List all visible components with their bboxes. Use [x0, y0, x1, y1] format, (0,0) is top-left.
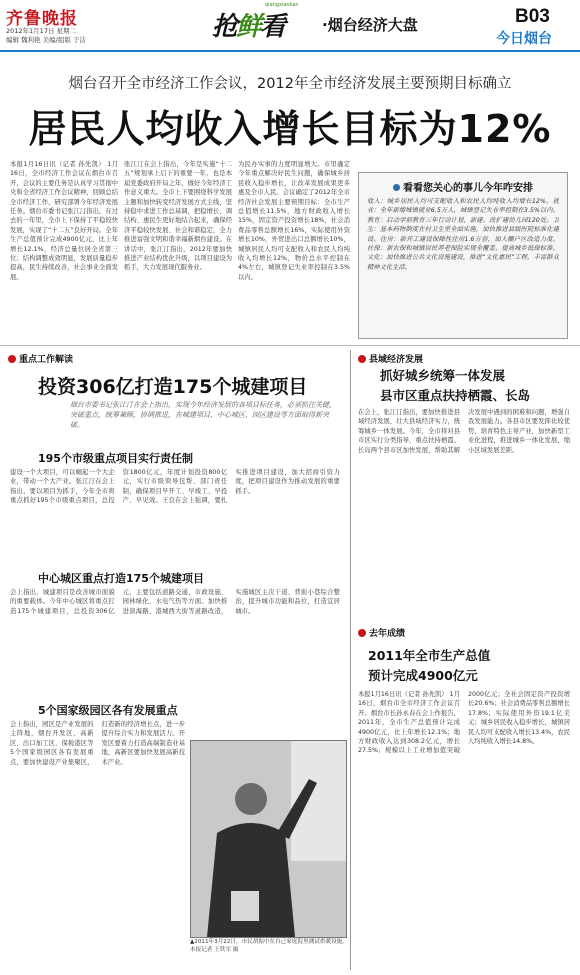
invest-body-1: 建设一个大项目，可以崛起一个大企业，带动一个大产业。张江汀在会上指出，要以项目为抓手，今年全市将重点抓好195个市级重点项目，总投资1800亿元，年度计划投资800亿元，实行市级领导包帮、部门责任制，确保项目早开工、早竣工、早投产、早见效。王良在会上强调，要扎实推进项目建设，加大招商引资力度，把项目建设作为推动发展的重要抓手。	[10, 469, 340, 505]
brand-char-1: 抢	[212, 12, 237, 42]
county-headline-2: 县市区重点扶持栖霞、长岛	[380, 388, 531, 403]
invest-subhead-3: 5个国家级园区各有发展重点	[38, 704, 178, 717]
brand-pinyin: qiangxiankan	[265, 2, 299, 8]
section-label-county	[358, 352, 423, 365]
invest-headline: 投资306亿打造175个城建项目	[38, 376, 308, 398]
photo-illustration	[191, 741, 346, 937]
bullet-icon	[8, 355, 16, 363]
section-label-county-text: 县域经济发展	[369, 355, 424, 365]
sidebar-box-items: 收入：城乡居民人均可支配收入和农民人均纯收入均增长12%。就业：全年新增城镇就业6.5万人，城镇登记失业率控制在3.5%以内。教育：启动学前教育三年行动计划，新建、改扩建幼儿园120处。卫生：基本药物制度在村卫生室全面实施，加快推进县级医院标准化建设。住房：新开工建设保障性住房1.6万套，加大棚户区改造力度。社保：新农保和城镇居民养老保险实现全覆盖，提高城乡低保标准。文化：加快推进公共文化设施建设，推进“文化惠民”工程，丰富群众精神文化生活。	[367, 198, 559, 271]
county-headline-1: 抓好城乡统筹一体发展	[380, 368, 506, 383]
review-body: 本报1月16日讯（记者 孙先凯） 1月16日，烟台市全市经济工作会议召开。烟台市长孙永春在会上作报告，2011年，全市生产总值预计完成4900亿元，比上年增长12.1%；地方财政收入达到308.2亿元，增长27.5%；规模以上工业增加值突破2000亿元；全社会固定资产投资增长20.6%；社会消费品零售总额增长17.8%；实际使用外资19.1亿美元；城乡居民收入稳步增长，城镇居民人均可支配收入增长13.4%，农民人均纯收入增长14.8%。	[358, 691, 570, 755]
section-label-review	[358, 626, 405, 639]
lead-body-col1: 本报1月16日讯（记者 孙先凯） 1月16日，全市经济工作会议在烟台市召开，会议的主要任务是认真学习贯彻中央和全省经济工作会议精神，回顾总结全市经济工作，研究部署今年经济发展任务。烟台市委书记张江汀指出，在过去的一年里，全市上下保持了平稳较快发展，实现了“十二五”良好开局。全年生产总值预计完成4900亿元，比上年增长12.1%，经济总量位居全省第三位；结构调整成效明显，发展质量稳步提高，民生持续改善，社会事业全面发展。	[10, 161, 118, 281]
page-number: B03	[515, 6, 550, 27]
section-label-review-text: 去年成绩	[369, 629, 406, 639]
news-photo	[190, 740, 347, 938]
brand-char-3: 看	[260, 12, 285, 42]
newspaper-logo: 齐鲁晚报	[6, 9, 78, 29]
lead-body-col3: 为民办实事的力度明显增大。市里确定今年重点解决好民生问题，确保城乡居民收入稳步增长，让改革发展成果更多惠及全市人民。会议确定了2012年全市经济社会发展主要预期目标：全市生产总值增长11.5%，地方财政收入增长15%，固定资产投资增长18%，社会消费品零售总额增长16%，实际使用外资增长10%，外贸进出口总额增长10%，城镇居民人均可支配收入和农民人均纯收入均增长12%，物价总水平控制在4%左右，城镇登记失业率控制在3.5%以内。	[238, 161, 350, 281]
editor-line	[6, 36, 86, 45]
brand-char-2: 鲜	[236, 12, 261, 42]
invest-subhead-2: 中心城区重点打造175个城建项目	[38, 572, 204, 585]
page-section-name: 今日烟台	[496, 31, 552, 47]
designer-credit: 美编/组版 于洁	[42, 36, 86, 44]
invest-subhead-1: 195个市级重点项目实行责任制	[38, 452, 193, 465]
review-headline-1: 2011年全市生产总值	[368, 648, 491, 663]
section-label-key-work	[8, 352, 73, 365]
county-body: 在会上，张江汀指出，要加快推进县域经济发展，壮大县域经济实力，统筹城乡一体发展。今年，全市将对县市区实行分类指导，重点扶持栖霞、长岛两个县市区加快发展，帮助其解决发展中遇到的困难和问题，增强自我发展能力。各县市区要发挥比较优势，培育特色主导产业，加快新型工业化进程，推进城乡一体化发展，缩小区域发展差距。	[358, 409, 570, 454]
masthead-rule	[0, 50, 580, 52]
lead-body-col2: 张江汀在会上指出，今年是实施“十二五”规划承上启下的重要一年，也是本届党委政府开局之年，做好今年经济工作意义重大。全市上下要围绕科学发展主题和加快转变经济发展方式主线，坚持稳中求进工作总基调，把稳增长、调结构、惠民生更好地结合起来，确保经济平稳较快发展、社会和谐稳定，全力推进富强文明和谐幸福新烟台建设。在讲话中，张江汀指出，2012年要加快推进产业结构优化升级，以项目建设为抓手，大力发展现代服务业。	[124, 161, 232, 272]
sidebar-box-title: 看看您关心的事儿今年咋安排	[359, 179, 567, 194]
bullet-icon	[358, 629, 366, 637]
lead-kicker: 烟台召开全市经济工作会议，2012年全市经济发展主要预期目标确立	[68, 76, 512, 92]
sidebar-box	[358, 172, 568, 339]
lead-headline: 居民人均收入增长目标为12%	[28, 107, 552, 151]
invest-lead: 烟台市委书记张江汀在会上指出，实现今年经济发展的各项目标任务，必须抓住关键，突破重点，统筹兼顾，协调推进，在城建项目、中心城区、园区建设等方面取得新突破。	[70, 401, 336, 429]
section-brand-logo	[212, 6, 284, 43]
invest-body-3: 会上指出，园区是产业发展的主阵地，烟台开发区、高新区、出口加工区、保税港区等5个国家级园区各有发展重点，要加快建设产业集聚区，打造新的经济增长点，进一步提升综合实力和发展活力。开发区要着力打造高端制造业基地，高新区要加快发展高新技术产业。	[10, 721, 185, 766]
invest-body-2: 会上指出，城建项目是改善城市面貌的重要载体。今年中心城区将重点打造175个城建项目，总投资306亿元，主要包括道路交通、市政设施、园林绿化、水电气热等方面。加快推进滨海路、港城西大街等道路改造，实施城区主次干道、背街小巷综合整治，提升城市功能和品位，打造宜居城市。	[10, 589, 340, 615]
column-divider	[350, 350, 351, 970]
review-headline-2: 预计完成4900亿元	[368, 668, 478, 683]
editor-credit: 编辑 魏利艳	[6, 36, 41, 44]
date-line: 2012年1月17日 星期二	[6, 27, 77, 35]
section-divider	[0, 345, 580, 346]
bullet-icon	[358, 355, 366, 363]
section-title: ·烟台经济大盘	[322, 16, 418, 34]
section-label-key-work-text: 重点工作解读	[19, 355, 74, 365]
photo-caption: ▲2011年3月22日，市民胡振中在自己家庭院里测试供暖设施。本报记者 王铁军 摄	[190, 939, 348, 953]
